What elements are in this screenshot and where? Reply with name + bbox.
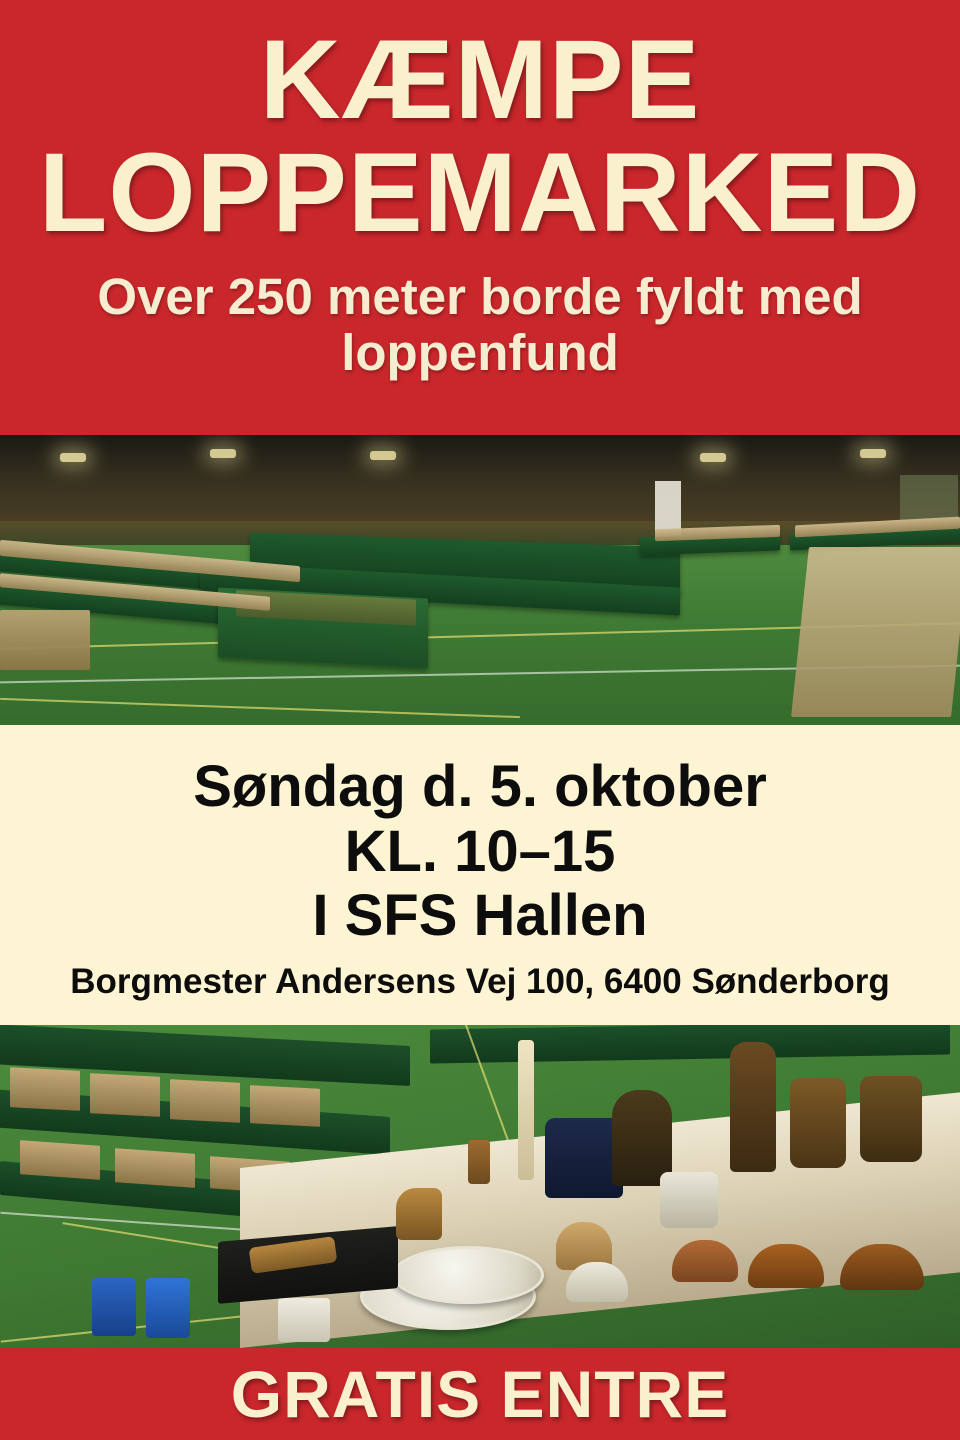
blue-glass [92, 1278, 136, 1336]
white-cup [278, 1298, 330, 1342]
brass-object [468, 1140, 490, 1184]
brass-pot [612, 1090, 672, 1186]
brass-bottle [730, 1042, 776, 1172]
goods-box [250, 1085, 320, 1127]
brass-vase [790, 1078, 846, 1168]
ceramic-mug [660, 1172, 718, 1228]
ceiling-lamp-icon [860, 449, 886, 458]
ceiling-lamp-icon [210, 449, 236, 458]
event-date: Søndag d. 5. oktober [193, 753, 767, 819]
table-goods [791, 547, 960, 717]
goods-box [10, 1067, 80, 1111]
candle [518, 1040, 534, 1180]
event-time: KL. 10–15 [344, 818, 616, 884]
brass-bird-figurine [396, 1188, 442, 1240]
poster-subtitle: Over 250 meter borde fyldt med loppenfund [97, 268, 863, 382]
hall-goal [900, 475, 958, 521]
market-goods-photo [0, 1025, 960, 1348]
event-info-panel [0, 725, 960, 1025]
free-entry-text: GRATIS ENTRE [230, 1357, 730, 1431]
table-goods [0, 610, 90, 670]
goods-box [115, 1148, 195, 1188]
poster-footer [0, 1348, 960, 1440]
ceiling-lamp-icon [700, 453, 726, 462]
poster-header [0, 0, 960, 435]
goods-box [170, 1079, 240, 1123]
porcelain-plate [392, 1246, 544, 1304]
ceiling-lamp-icon [370, 451, 396, 460]
hall-photo [0, 435, 960, 725]
goods-box [20, 1140, 100, 1180]
event-address: Borgmester Andersens Vej 100, 6400 Sønderborg [70, 962, 890, 1002]
goods-box [90, 1073, 160, 1117]
poster-title-line-2: LOPPEMARKED [38, 129, 922, 255]
event-venue: I SFS Hallen [312, 883, 648, 949]
poster-title-line-1: KÆMPE [259, 17, 701, 142]
brass-vase [860, 1076, 922, 1162]
ceiling-lamp-icon [60, 453, 86, 462]
blue-glass [146, 1278, 190, 1338]
